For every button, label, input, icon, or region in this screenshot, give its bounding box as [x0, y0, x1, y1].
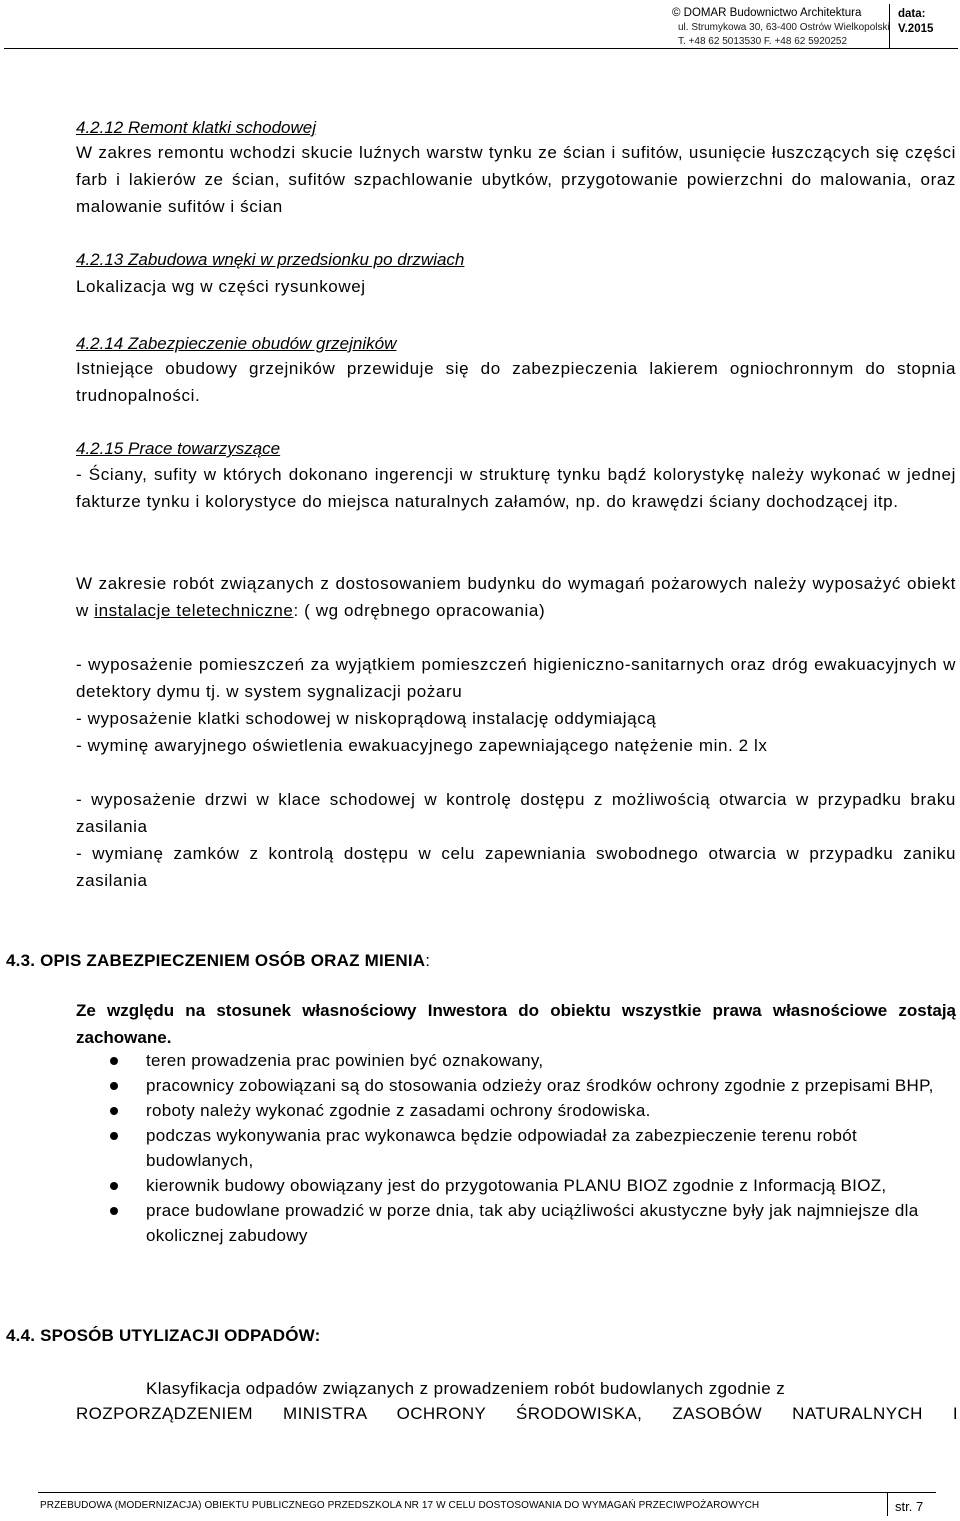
list-item	[74, 1173, 958, 1198]
bullet-icon	[110, 1182, 118, 1190]
fire-intro-a: W zakresie robót związanych z dostosowaniem budynku do wymagań pożarowych należy wyposażyć obiekt w	[76, 574, 956, 620]
company-name: © DOMAR Budownictwo Architektura	[672, 7, 862, 19]
list-item	[74, 1123, 958, 1173]
heading-4-2-15: 4.2.15 Prace towarzyszące	[76, 439, 281, 458]
heading-4-3-text: 4.3. OPIS ZABEZPIECZENIEM OSÓB ORAZ MIENIA	[6, 951, 426, 970]
heading-4-2-14: 4.2.14 Zabezpieczenie obudów grzejników	[76, 334, 397, 353]
list-item-text: roboty należy wykonać zgodnie z zasadami ochrony środowiska.	[146, 1101, 651, 1120]
footer-divider	[887, 1492, 888, 1516]
fire-item: - wyminę awaryjnego oświetlenia ewakuacyjnego zapewniającego natężenie min. 2 lx	[76, 736, 768, 755]
list-item-text: teren prowadzenia prac powinien być oznakowany,	[146, 1051, 544, 1070]
footer-rule	[38, 1492, 936, 1493]
fire-intro	[76, 570, 956, 624]
list-item-text: podczas wykonywania prac wykonawca będzie odpowiadał za zabezpieczenie terenu robót budowlanych,	[146, 1126, 857, 1170]
list-item	[74, 1048, 958, 1073]
bullet-icon	[110, 1082, 118, 1090]
date-value: V.2015	[898, 23, 934, 35]
list-item	[74, 1198, 958, 1248]
bullet-icon	[110, 1207, 118, 1215]
list-item	[74, 1073, 958, 1098]
page-number: str. 7	[895, 1499, 924, 1514]
footer-title: PRZEBUDOWA (MODERNIZACJA) OBIEKTU PUBLICZNEGO PRZEDSZKOLA NR 17 W CELU DOSTOSOWANIA DO WYMAGAŃ PRZECIWPOŻAROWYCH	[40, 1500, 760, 1511]
fire-intro-link: instalacje teletechniczne	[94, 601, 294, 620]
heading-4-4: 4.4. SPOSÓB UTYLIZACJI ODPADÓW:	[6, 1326, 321, 1345]
fire-item: - wymianę zamków z kontrolą dostępu w celu zapewniania swobodnego otwarcia w przypadku zaniku zasilania	[76, 844, 956, 890]
safety-list	[74, 1048, 958, 1248]
header-rule	[4, 48, 958, 49]
text-4-2-15: - Ściany, sufity w których dokonano ingerencji w strukturę tynku bądź kolorystykę należy wykonać w jednej fakturze tynku i kolorystyce do miejsca naturalnych załamów, np. do krawędzi ściany dochodzącej itp.	[76, 465, 956, 511]
bullet-icon	[110, 1057, 118, 1065]
waste-line-2: ROZPORZĄDZENIEM MINISTRA OCHRONY ŚRODOWISKA, ZASOBÓW NATURALNYCH I	[76, 1404, 958, 1423]
text-4-2-12: W zakres remontu wchodzi skucie luźnych warstw tynku ze ścian i sufitów, usunięcie łuszczących się części farb i lakierów ze ścian, sufitów szpachlowanie ubytków, przygotowanie powierzchni do malowania, oraz malowanie sufitów i ścian	[76, 143, 956, 216]
list-item	[74, 1098, 958, 1123]
bullet-icon	[110, 1107, 118, 1115]
fire-intro-b: : ( wg odrębnego opracowania)	[293, 601, 546, 620]
date-label: data:	[898, 8, 926, 20]
heading-4-3	[6, 950, 430, 972]
fire-item: - wyposażenie pomieszczeń za wyjątkiem pomieszczeń higieniczno-sanitarnych oraz dróg ewakuacyjnych w detektory dymu tj. w system sygnalizacji pożaru	[76, 655, 956, 701]
bullet-icon	[110, 1132, 118, 1140]
list-item-text: prace budowlane prowadzić w porze dnia, tak aby uciążliwości akustyczne były jak najmniejsze dla okolicznej zabudowy	[146, 1201, 919, 1245]
list-item-text: kierownik budowy obowiązany jest do przygotowania PLANU BIOZ zgodnie z Informacją BIOZ,	[146, 1176, 887, 1195]
heading-4-3-colon: :	[425, 951, 431, 970]
company-address: ul. Strumykowa 30, 63-400 Ostrów Wielkopolski	[678, 22, 890, 33]
heading-4-2-12: 4.2.12 Remont klatki schodowej	[76, 118, 317, 137]
heading-4-2-13: 4.2.13 Zabudowa wnęki w przedsionku po drzwiach	[76, 250, 465, 269]
ownership-intro: Ze względu na stosunek własnościowy Inwestora do obiektu wszystkie prawa własnościowe zostają zachowane.	[76, 1001, 956, 1047]
waste-line-1: Klasyfikacja odpadów związanych z prowadzeniem robót budowlanych zgodnie z	[146, 1379, 786, 1398]
fire-item: - wyposażenie klatki schodowej w niskoprądową instalację oddymiającą	[76, 709, 657, 728]
fire-item: - wyposażenie drzwi w klace schodowej w kontrolę dostępu z możliwością otwarcia w przypadku braku zasilania	[76, 790, 956, 836]
text-4-2-13: Lokalizacja wg w części rysunkowej	[76, 277, 366, 296]
company-phone: T. +48 62 5013530 F. +48 62 5920252	[678, 36, 848, 47]
list-item-text: pracownicy zobowiązani są do stosowania odzieży oraz środków ochrony zgodnie z przepisami BHP,	[146, 1076, 934, 1095]
text-4-2-14: Istniejące obudowy grzejników przewiduje się do zabezpieczenia lakierem ogniochronnym do stopnia trudnopalności.	[76, 359, 956, 405]
